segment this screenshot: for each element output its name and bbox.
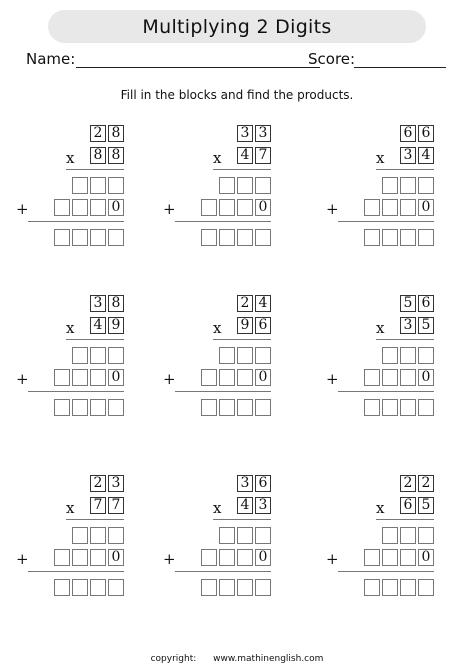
partial-product-blank[interactable] [219, 177, 235, 194]
product-answer-blank[interactable] [364, 229, 380, 246]
times-sign: x [376, 319, 385, 337]
footer [0, 654, 474, 664]
partial-product-blank[interactable] [219, 347, 235, 364]
partial-product-blank[interactable] [237, 177, 253, 194]
partial-product-blank[interactable] [90, 527, 106, 544]
score-label: Score: [308, 50, 356, 68]
times-sign: x [66, 319, 75, 337]
product-answer-blank[interactable] [108, 399, 124, 416]
product-answer-blank[interactable] [400, 579, 416, 596]
multiplier-digit: 4 [237, 497, 253, 514]
product-answer-blank[interactable] [364, 399, 380, 416]
multiplicand-digit: 3 [237, 125, 253, 142]
instructions: Fill in the blocks and find the products. [120, 88, 354, 102]
product-answer-blank[interactable] [108, 229, 124, 246]
multiplicand-digit: 5 [400, 295, 416, 312]
partial-product-blank[interactable] [72, 347, 88, 364]
multiplicand-digit: 2 [90, 475, 106, 492]
factor-rule [66, 169, 124, 170]
product-answer-blank[interactable] [418, 579, 434, 596]
placeholder-zero-box: 0 [255, 199, 271, 216]
name-score-row [24, 50, 454, 72]
multiplier-digit: 4 [90, 317, 106, 334]
multiplicand-digit: 8 [108, 295, 124, 312]
product-answer-blank[interactable] [201, 399, 217, 416]
multiplicand-digit: 2 [90, 125, 106, 142]
times-sign: x [66, 149, 75, 167]
partial-product-blank[interactable] [400, 527, 416, 544]
multiplier-digit: 5 [418, 497, 434, 514]
sum-rule [28, 571, 124, 572]
product-answer-blank[interactable] [364, 579, 380, 596]
product-answer-blank[interactable] [72, 579, 88, 596]
multiplicand-digit: 6 [418, 295, 434, 312]
plus-sign: + [16, 200, 29, 218]
multiplier-digit: 9 [237, 317, 253, 334]
partial-product-blank[interactable] [72, 199, 88, 216]
product-answer-blank[interactable] [54, 229, 70, 246]
partial-product-blank[interactable] [108, 347, 124, 364]
plus-sign: + [163, 550, 176, 568]
product-answer-blank[interactable] [72, 229, 88, 246]
partial-product-blank[interactable] [237, 527, 253, 544]
score-field-line[interactable] [354, 67, 446, 68]
partial-product-blank[interactable] [382, 527, 398, 544]
placeholder-zero-box: 0 [418, 549, 434, 566]
times-sign: x [376, 149, 385, 167]
partial-product-blank[interactable] [400, 199, 416, 216]
factor-rule [376, 519, 434, 520]
product-answer-blank[interactable] [201, 229, 217, 246]
product-answer-blank[interactable] [382, 399, 398, 416]
partial-product-blank[interactable] [418, 177, 434, 194]
problem-block [16, 125, 128, 235]
multiplier-digit: 3 [400, 317, 416, 334]
multiplier-digit: 4 [237, 147, 253, 164]
multiplicand-digit: 2 [418, 475, 434, 492]
partial-product-blank[interactable] [72, 177, 88, 194]
placeholder-zero-box: 0 [108, 369, 124, 386]
placeholder-zero-box: 0 [255, 369, 271, 386]
product-answer-blank[interactable] [237, 399, 253, 416]
product-answer-blank[interactable] [418, 399, 434, 416]
multiplicand-digit: 6 [418, 125, 434, 142]
partial-product-blank[interactable] [54, 369, 70, 386]
plus-sign: + [16, 370, 29, 388]
partial-product-blank[interactable] [418, 527, 434, 544]
product-answer-blank[interactable] [219, 399, 235, 416]
multiplier-digit: 9 [108, 317, 124, 334]
copyright-label: copyright: [150, 654, 197, 664]
partial-product-blank[interactable] [382, 347, 398, 364]
partial-product-blank[interactable] [201, 369, 217, 386]
partial-product-blank[interactable] [237, 369, 253, 386]
multiplier-digit: 3 [400, 147, 416, 164]
partial-product-blank[interactable] [400, 177, 416, 194]
product-answer-blank[interactable] [255, 579, 271, 596]
multiplicand-digit: 2 [237, 295, 253, 312]
placeholder-zero-box: 0 [418, 199, 434, 216]
sum-rule [338, 571, 434, 572]
multiplicand-digit: 6 [255, 475, 271, 492]
multiplicand-digit: 2 [400, 475, 416, 492]
multiplier-digit: 7 [90, 497, 106, 514]
problem-block [326, 295, 438, 405]
partial-product-blank[interactable] [90, 177, 106, 194]
product-answer-blank[interactable] [201, 579, 217, 596]
product-answer-blank[interactable] [418, 229, 434, 246]
multiplier-digit: 3 [255, 497, 271, 514]
partial-product-blank[interactable] [237, 347, 253, 364]
partial-product-blank[interactable] [72, 369, 88, 386]
sum-rule [175, 391, 271, 392]
problem-block [326, 125, 438, 235]
partial-product-blank[interactable] [72, 527, 88, 544]
placeholder-zero-box: 0 [108, 199, 124, 216]
placeholder-zero-box: 0 [255, 549, 271, 566]
sum-rule [28, 221, 124, 222]
problem-block [16, 295, 128, 405]
multiplier-digit: 7 [108, 497, 124, 514]
times-sign: x [213, 499, 222, 517]
times-sign: x [213, 149, 222, 167]
multiplier-digit: 5 [418, 317, 434, 334]
product-answer-blank[interactable] [90, 399, 106, 416]
partial-product-blank[interactable] [400, 347, 416, 364]
problem-block [326, 475, 438, 585]
partial-product-blank[interactable] [364, 199, 380, 216]
multiplicand-digit: 3 [108, 475, 124, 492]
partial-product-blank[interactable] [219, 369, 235, 386]
page-title: Multiplying 2 Digits [142, 15, 332, 38]
multiplicand-digit: 3 [90, 295, 106, 312]
multiplier-digit: 7 [255, 147, 271, 164]
partial-product-blank[interactable] [237, 199, 253, 216]
product-answer-blank[interactable] [219, 579, 235, 596]
plus-sign: + [16, 550, 29, 568]
placeholder-zero-box: 0 [418, 369, 434, 386]
product-answer-blank[interactable] [54, 579, 70, 596]
partial-product-blank[interactable] [54, 549, 70, 566]
product-answer-blank[interactable] [108, 579, 124, 596]
factor-rule [66, 519, 124, 520]
multiplicand-digit: 4 [255, 295, 271, 312]
multiplier-digit: 8 [90, 147, 106, 164]
sum-rule [338, 391, 434, 392]
placeholder-zero-box: 0 [108, 549, 124, 566]
factor-rule [376, 169, 434, 170]
factor-rule [213, 339, 271, 340]
partial-product-blank[interactable] [382, 177, 398, 194]
partial-product-blank[interactable] [219, 549, 235, 566]
multiplicand-digit: 6 [400, 125, 416, 142]
sum-rule [175, 571, 271, 572]
partial-product-blank[interactable] [364, 369, 380, 386]
times-sign: x [66, 499, 75, 517]
factor-rule [376, 339, 434, 340]
partial-product-blank[interactable] [90, 199, 106, 216]
problem-block [163, 295, 275, 405]
partial-product-blank[interactable] [255, 177, 271, 194]
partial-product-blank[interactable] [219, 199, 235, 216]
product-answer-blank[interactable] [219, 229, 235, 246]
factor-rule [66, 339, 124, 340]
partial-product-blank[interactable] [90, 549, 106, 566]
product-answer-blank[interactable] [90, 229, 106, 246]
partial-product-blank[interactable] [90, 347, 106, 364]
plus-sign: + [326, 550, 339, 568]
multiplicand-digit: 8 [108, 125, 124, 142]
partial-product-blank[interactable] [108, 527, 124, 544]
plus-sign: + [163, 370, 176, 388]
name-label: Name: [26, 50, 76, 68]
name-field-line[interactable] [76, 67, 320, 68]
multiplicand-digit: 3 [237, 475, 253, 492]
multiplier-digit: 6 [400, 497, 416, 514]
product-answer-blank[interactable] [54, 399, 70, 416]
problem-block [163, 475, 275, 585]
partial-product-blank[interactable] [255, 347, 271, 364]
sum-rule [338, 221, 434, 222]
multiplier-digit: 8 [108, 147, 124, 164]
product-answer-blank[interactable] [72, 399, 88, 416]
plus-sign: + [326, 200, 339, 218]
sum-rule [175, 221, 271, 222]
website-url: www.mathinenglish.com [213, 654, 324, 664]
partial-product-blank[interactable] [418, 347, 434, 364]
factor-rule [213, 169, 271, 170]
partial-product-blank[interactable] [237, 549, 253, 566]
problem-block [163, 125, 275, 235]
product-answer-blank[interactable] [255, 229, 271, 246]
product-answer-blank[interactable] [400, 399, 416, 416]
partial-product-blank[interactable] [54, 199, 70, 216]
product-answer-blank[interactable] [400, 229, 416, 246]
title-banner [48, 10, 426, 43]
product-answer-blank[interactable] [237, 229, 253, 246]
partial-product-blank[interactable] [382, 199, 398, 216]
product-answer-blank[interactable] [255, 399, 271, 416]
product-answer-blank[interactable] [237, 579, 253, 596]
partial-product-blank[interactable] [72, 549, 88, 566]
multiplier-digit: 4 [418, 147, 434, 164]
problem-block [16, 475, 128, 585]
multiplier-digit: 6 [255, 317, 271, 334]
plus-sign: + [163, 200, 176, 218]
partial-product-blank[interactable] [90, 369, 106, 386]
partial-product-blank[interactable] [382, 369, 398, 386]
product-answer-blank[interactable] [90, 579, 106, 596]
partial-product-blank[interactable] [201, 549, 217, 566]
factor-rule [213, 519, 271, 520]
partial-product-blank[interactable] [400, 549, 416, 566]
plus-sign: + [326, 370, 339, 388]
partial-product-blank[interactable] [255, 527, 271, 544]
partial-product-blank[interactable] [108, 177, 124, 194]
sum-rule [28, 391, 124, 392]
partial-product-blank[interactable] [382, 549, 398, 566]
product-answer-blank[interactable] [382, 579, 398, 596]
times-sign: x [213, 319, 222, 337]
multiplicand-digit: 3 [255, 125, 271, 142]
times-sign: x [376, 499, 385, 517]
partial-product-blank[interactable] [400, 369, 416, 386]
partial-product-blank[interactable] [219, 527, 235, 544]
product-answer-blank[interactable] [382, 229, 398, 246]
partial-product-blank[interactable] [364, 549, 380, 566]
partial-product-blank[interactable] [201, 199, 217, 216]
